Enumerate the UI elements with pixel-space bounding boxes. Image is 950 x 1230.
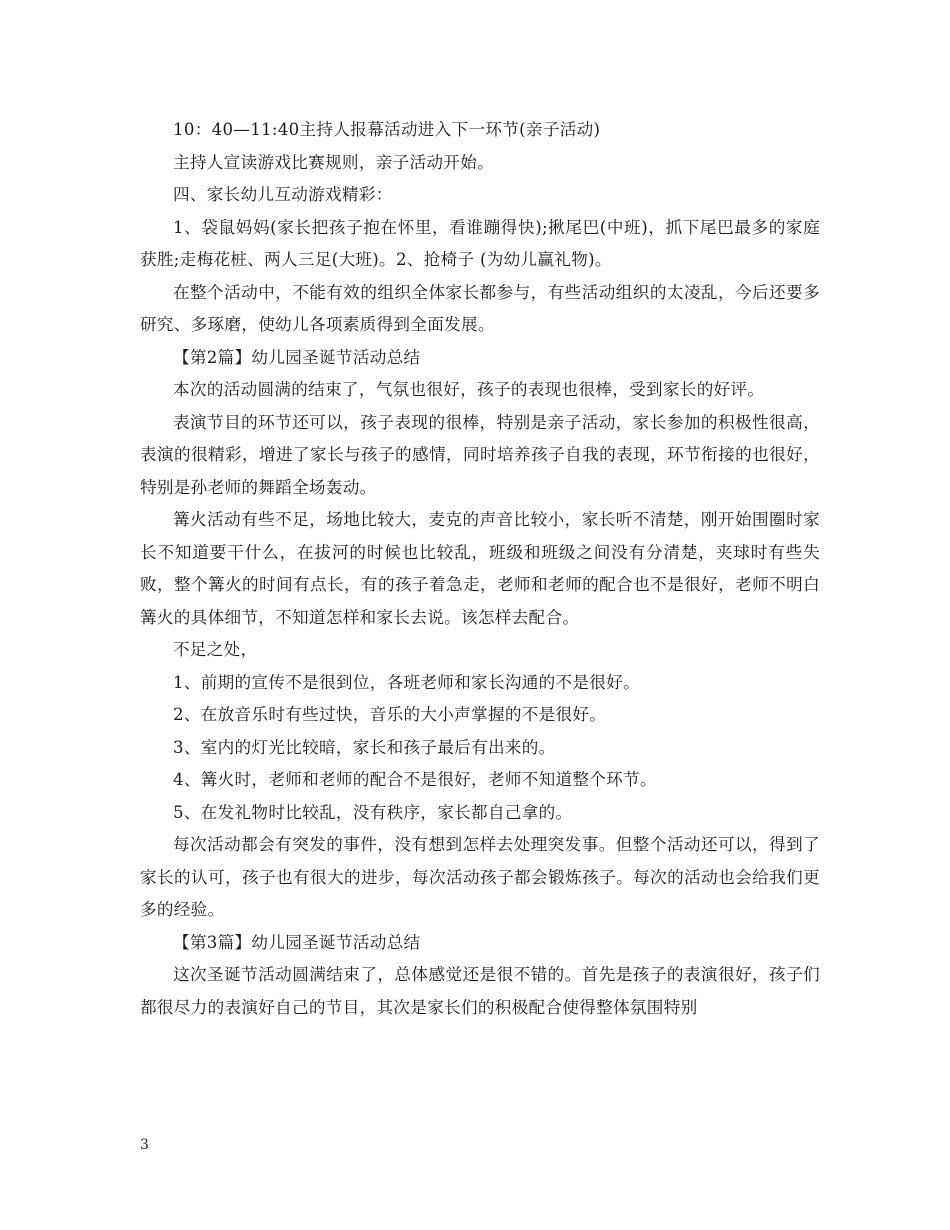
paragraph: 本次的活动圆满的结束了，气氛也很好，孩子的表现也很棒，受到家长的好评。 <box>173 380 765 399</box>
list-item: 5、在发礼物时比较乱，没有秩序，家长都自己拿的。 <box>173 802 573 822</box>
article-heading: 【第2篇】幼儿园圣诞节活动总结 <box>173 347 421 367</box>
paragraph: 表演节目的环节还可以，孩子表现的很棒，特别是亲子活动，家长参加的积极性很高，表演的很精彩，增进了家长与孩子的感情，同时培养孩子自我的表现，环节衔接的也很好，特别是孙老师的舞蹈全场轰动。 <box>140 412 820 497</box>
page-number: 3 <box>140 1137 149 1153</box>
paragraph: 1、袋鼠妈妈(家长把孩子抱在怀里，看谁蹦得快);揪尾巴(中班)，抓下尾巴最多的家庭获胜;走梅花桩、两人三足(大班)。2、抢椅子 (为幼儿赢礼物)。 <box>140 217 820 269</box>
section-heading: 四、家长幼儿互动游戏精彩： <box>173 185 393 204</box>
paragraph: 主持人宣读游戏比赛规则，亲子活动开始。 <box>173 152 494 172</box>
list-item: 2、在放音乐时有些过快，音乐的大小声掌握的不是很好。 <box>173 705 607 724</box>
list-item: 1、前期的宣传不是很到位，各班老师和家长沟通的不是很好。 <box>173 672 640 692</box>
paragraph: 这次圣诞节活动圆满结束了，总体感觉还是很不错的。首先是孩子的表演很好，孩子们都很尽力的表演好自己的节目，其次是家长们的积极配合使得整体氛围特别 <box>140 965 820 1017</box>
list-item: 4、篝火时，老师和老师的配合不是很好，老师不知道整个环节。 <box>173 770 657 789</box>
document-body <box>140 114 820 1024</box>
paragraph: 篝火活动有些不足，场地比较大，麦克的声音比较小，家长听不清楚，刚开始围圈时家长不知道要干什么，在拔河的时候也比较乱，班级和班级之间没有分清楚，夹球时有些失败，整个篝火的时间有点长，有的孩子着急走，老师和老师的配合也不是很好，老师不明白篝火的具体细节，不知道怎样和家长去说。该怎样去配合。 <box>140 510 820 627</box>
paragraph: 10：40—11:40主持人报幕活动进入下一环节(亲子活动) <box>173 120 601 139</box>
paragraph: 每次活动都会有突发的事件，没有想到怎样去处理突发事。但整个活动还可以，得到了家长的认可，孩子也有很大的进步，每次活动孩子都会锻炼孩子。每次的活动也会给我们更多的经验。 <box>140 835 820 919</box>
article-heading: 【第3篇】幼儿园圣诞节活动总结 <box>173 932 421 952</box>
paragraph: 在整个活动中，不能有效的组织全体家长都参与，有些活动组织的太凌乱，今后还要多研究、多琢磨，使幼儿各项素质得到全面发展。 <box>140 282 820 334</box>
paragraph: 不足之处， <box>173 640 258 659</box>
list-item: 3、室内的灯光比较暗，家长和孩子最后有出来的。 <box>173 737 556 757</box>
